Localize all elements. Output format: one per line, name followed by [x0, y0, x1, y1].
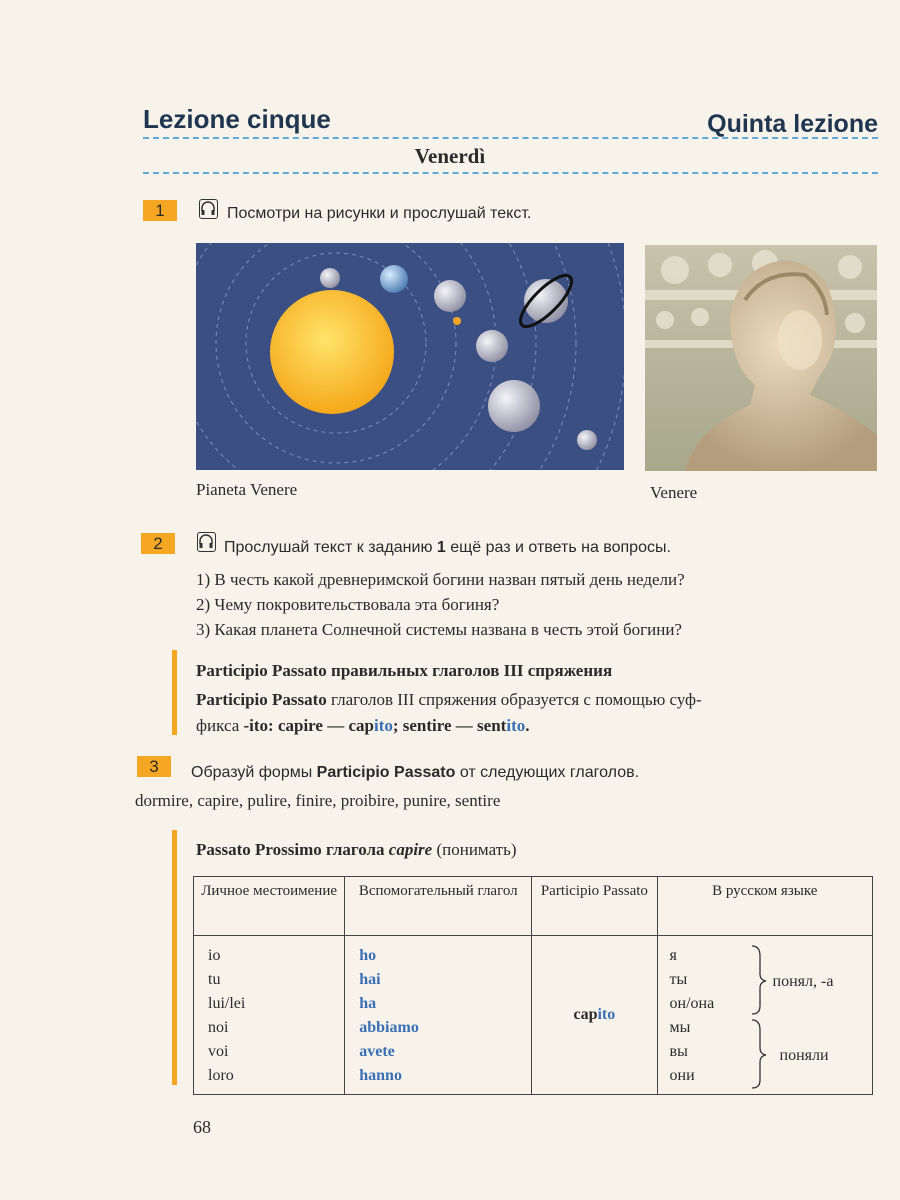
caption-planet-venus: Pianeta Venere [196, 480, 298, 499]
question-2: 2) Чему покровительствовала эта богиня? [196, 595, 500, 614]
lesson-title-left: Lezione cinque [143, 104, 331, 134]
brace-icon [750, 944, 770, 1092]
header-divider-top [143, 137, 878, 139]
header-participle: Participio Passato [532, 877, 657, 936]
rule-accent-bar [172, 650, 177, 735]
participle-cell: capito [532, 936, 657, 1095]
task-3-instruction: Образуй формы Participio Passato от следующих глаголов. [191, 764, 640, 781]
task-2-badge: 2 [141, 533, 175, 554]
table-title: Passato Prossimo глагола capire (понимать) [196, 840, 517, 859]
solar-system-image [196, 243, 624, 470]
header-personal-pronoun: Личное местоимение [194, 877, 345, 936]
table-accent-bar [172, 830, 177, 1085]
pronoun-list: io tu lui/lei noi voi loro [194, 936, 345, 1095]
page-number: 68 [193, 1117, 211, 1137]
header-russian: В русском языке [657, 877, 872, 936]
auxiliary-list: ho hai ha abbiamo avete hanno [345, 936, 532, 1095]
task-1-badge: 1 [143, 200, 177, 221]
question-1: 1) В честь какой древнеримской богини назван пятый день недели? [196, 570, 685, 589]
day-title: Venerdì [414, 144, 486, 168]
headphones-icon [197, 532, 216, 552]
table-header-row [194, 877, 873, 936]
task-2-instruction: Прослушай текст к заданию 1 ещё раз и ответь на вопросы. [224, 539, 671, 556]
header-auxiliary-verb: Вспомогательный глагол [345, 877, 532, 936]
conjugation-table [193, 876, 873, 1095]
task-2-questions [196, 567, 685, 642]
lesson-title-right: Quinta lezione [707, 110, 878, 138]
rule-text: Participio Passato глаголов III спряжения образуется с помощью суф- фикса -ito: capire — capito; sentire — sentito. [196, 690, 702, 735]
task-1-instruction: Посмотри на рисунки и прослушай текст. [227, 205, 532, 222]
venus-statue-image [645, 245, 877, 471]
task-3-badge: 3 [137, 756, 171, 777]
russian-singular: понял, -а [772, 973, 834, 990]
russian-plural: поняли [779, 1047, 829, 1064]
headphones-icon [199, 199, 218, 219]
rule-title: Participio Passato правильных глаголов III спряжения [196, 661, 613, 680]
question-3: 3) Какая планета Солнечной системы названа в честь этой богини? [196, 620, 682, 639]
russian-translation: я ты он/она мы вы они понял, -а поняли [657, 936, 872, 1095]
header-divider-bottom [143, 172, 878, 174]
table-row [194, 936, 873, 1095]
task-3-verb-list: dormire, capire, pulire, finire, proibire, punire, sentire [135, 791, 501, 810]
caption-venus-statue: Venere [650, 483, 698, 502]
